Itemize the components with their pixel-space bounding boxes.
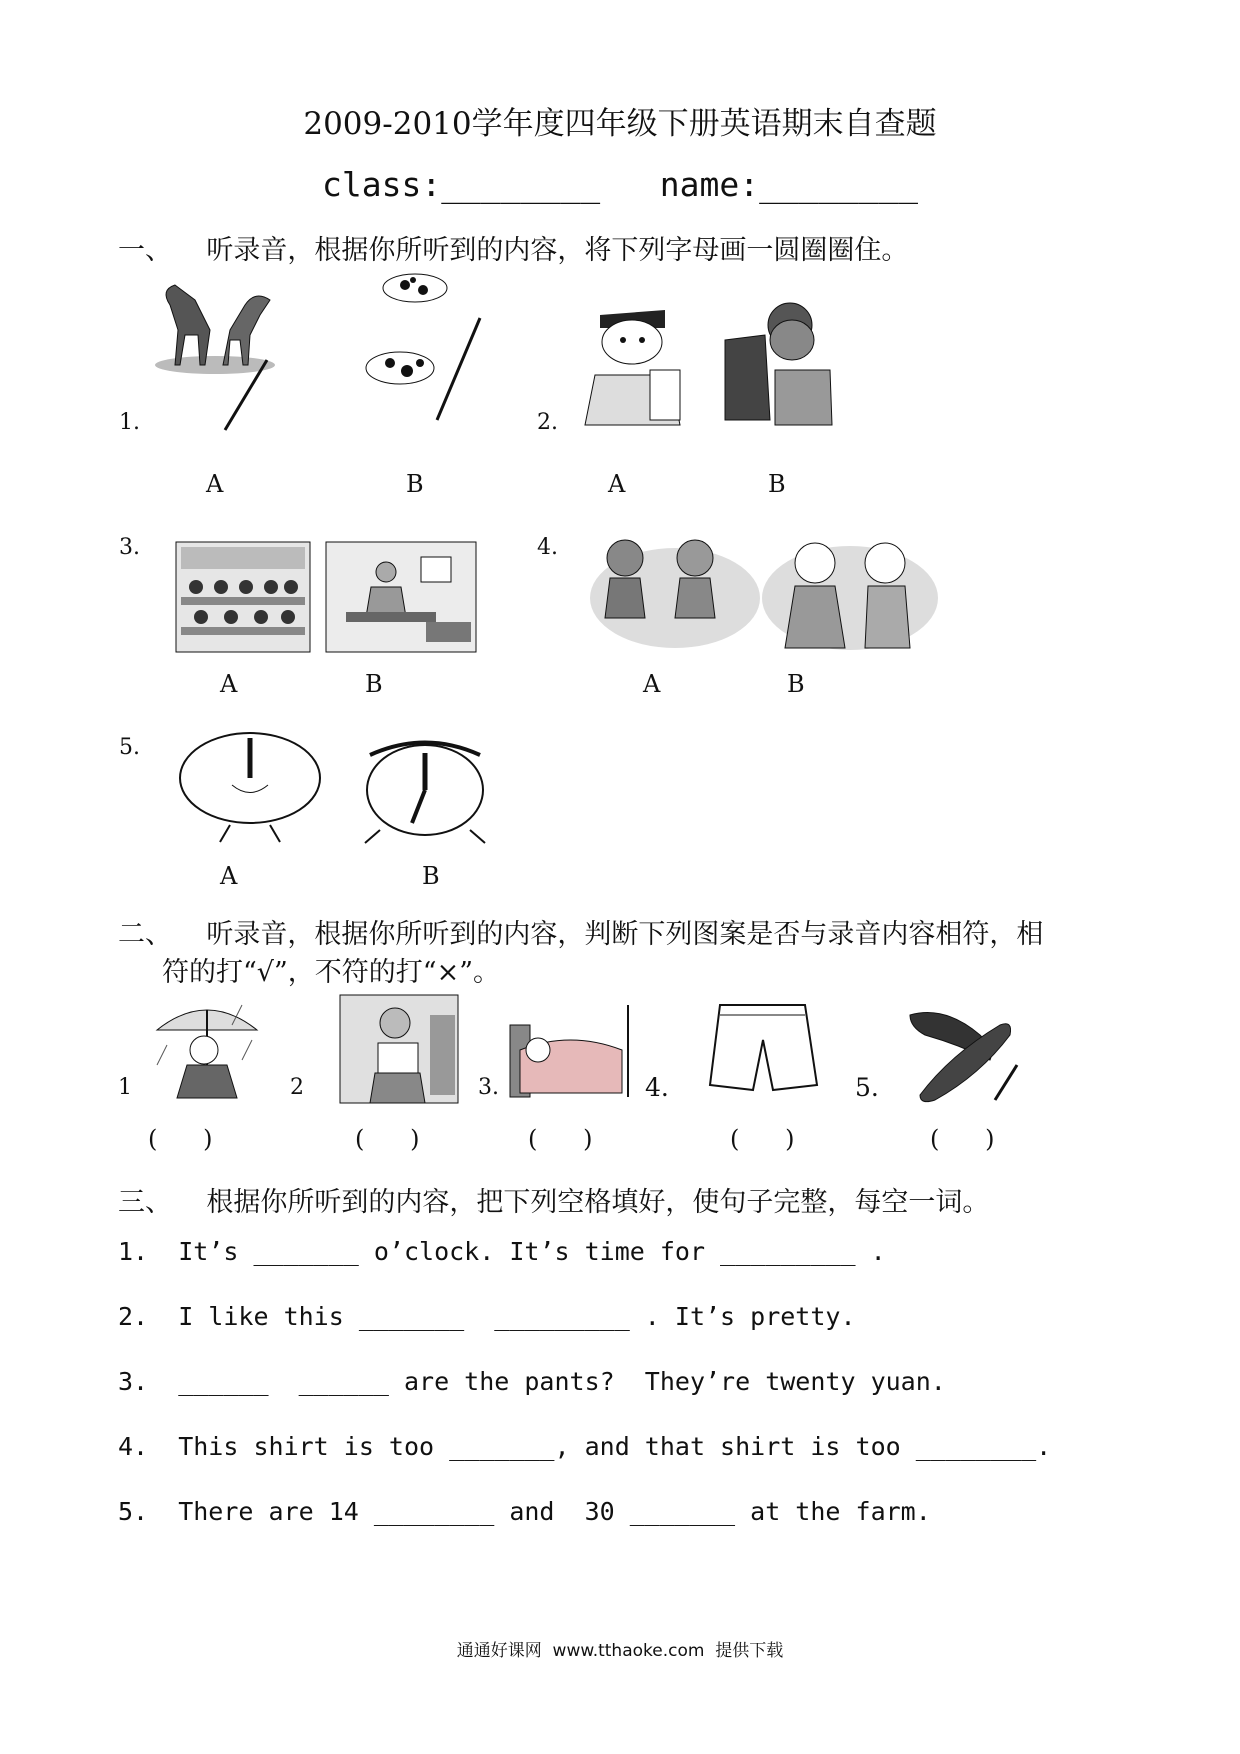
boy-with-jacket-picture <box>720 300 835 425</box>
two-cows-picture <box>365 268 485 428</box>
s1-item1-number: 1. <box>119 410 140 435</box>
s1-item2-option-b: B <box>768 470 786 498</box>
shorts-picture <box>705 1000 820 1095</box>
s2-item2-number: 2 <box>290 1075 304 1100</box>
footer-source: 通通好课网 www.tthaoke.com 提供下载 <box>456 1641 784 1661</box>
s1-item3-option-b: B <box>365 670 383 698</box>
s2-item3-number: 3. <box>478 1075 499 1100</box>
s2-item1-paren: ( ) <box>148 1125 213 1153</box>
s3-sentence-2: 2. I like this _______ _________ . It’s pretty. <box>118 1302 856 1331</box>
section2-heading-line2: 符的打“√”，不符的打“×”。 <box>162 957 501 988</box>
section3-heading: 三、 根据你所听到的内容，把下列空格填好，使句子完整，每空一词。 <box>118 1187 990 1218</box>
s1-item4-number: 4. <box>537 535 558 560</box>
children-singing-picture <box>760 528 940 653</box>
child-sleeping-picture <box>510 1005 630 1097</box>
s1-item2-number: 2. <box>537 410 558 435</box>
man-reading-picture <box>340 995 458 1103</box>
clock-twelve-picture <box>170 730 330 845</box>
s1-item5-option-a: A <box>220 862 238 890</box>
s1-item5-number: 5. <box>119 735 140 760</box>
s3-sentence-1: 1. It’s _______ o’clock. It’s time for _________ . <box>118 1237 886 1266</box>
s1-item4-option-a: A <box>643 670 661 698</box>
s3-sentence-5: 5. There are 14 ________ and 30 _______ at the farm. <box>118 1497 931 1526</box>
s2-item5-paren: ( ) <box>930 1125 995 1153</box>
s2-item3-paren: ( ) <box>528 1125 593 1153</box>
s2-item4-paren: ( ) <box>730 1125 795 1153</box>
s1-item3-number: 3. <box>119 535 140 560</box>
cucumbers-picture <box>905 1005 1020 1105</box>
section1-heading: 一、 听录音，根据你所听到的内容，将下列字母画一圆圈圈住。 <box>118 235 909 266</box>
s2-item5-number: 5. <box>855 1073 879 1102</box>
s1-item4-option-b: B <box>787 670 805 698</box>
boy-umbrella-rain-picture <box>152 1000 264 1100</box>
s3-sentence-3: 3. ______ ______ are the pants? They’re twenty yuan. <box>118 1367 946 1396</box>
s2-item1-number: 1 <box>118 1075 132 1100</box>
s3-sentence-4: 4. This shirt is too _______, and that shirt is too ________. <box>118 1432 1052 1461</box>
s1-item3-option-a: A <box>220 670 238 698</box>
section2-heading-line1: 二、 听录音，根据你所听到的内容，判断下列图案是否与录音内容相符，相 <box>118 919 1044 950</box>
boy-with-shirt-picture <box>580 300 695 425</box>
clock-seven-picture <box>350 735 500 845</box>
s1-item2-option-a: A <box>608 470 626 498</box>
s2-item2-paren: ( ) <box>355 1125 420 1153</box>
s1-item5-option-b: B <box>422 862 440 890</box>
two-horses-picture <box>150 275 295 430</box>
class-name-line: class:________ name:________ <box>321 165 919 204</box>
classroom-teacher-picture <box>326 542 476 652</box>
classroom-students-picture <box>176 542 310 652</box>
s2-item4-number: 4. <box>645 1073 669 1102</box>
s1-item1-option-b: B <box>406 470 424 498</box>
children-running-picture <box>585 528 760 653</box>
s1-item1-option-a: A <box>206 470 224 498</box>
page-title: 2009-2010学年度四年级下册英语期末自查题 <box>303 106 937 142</box>
